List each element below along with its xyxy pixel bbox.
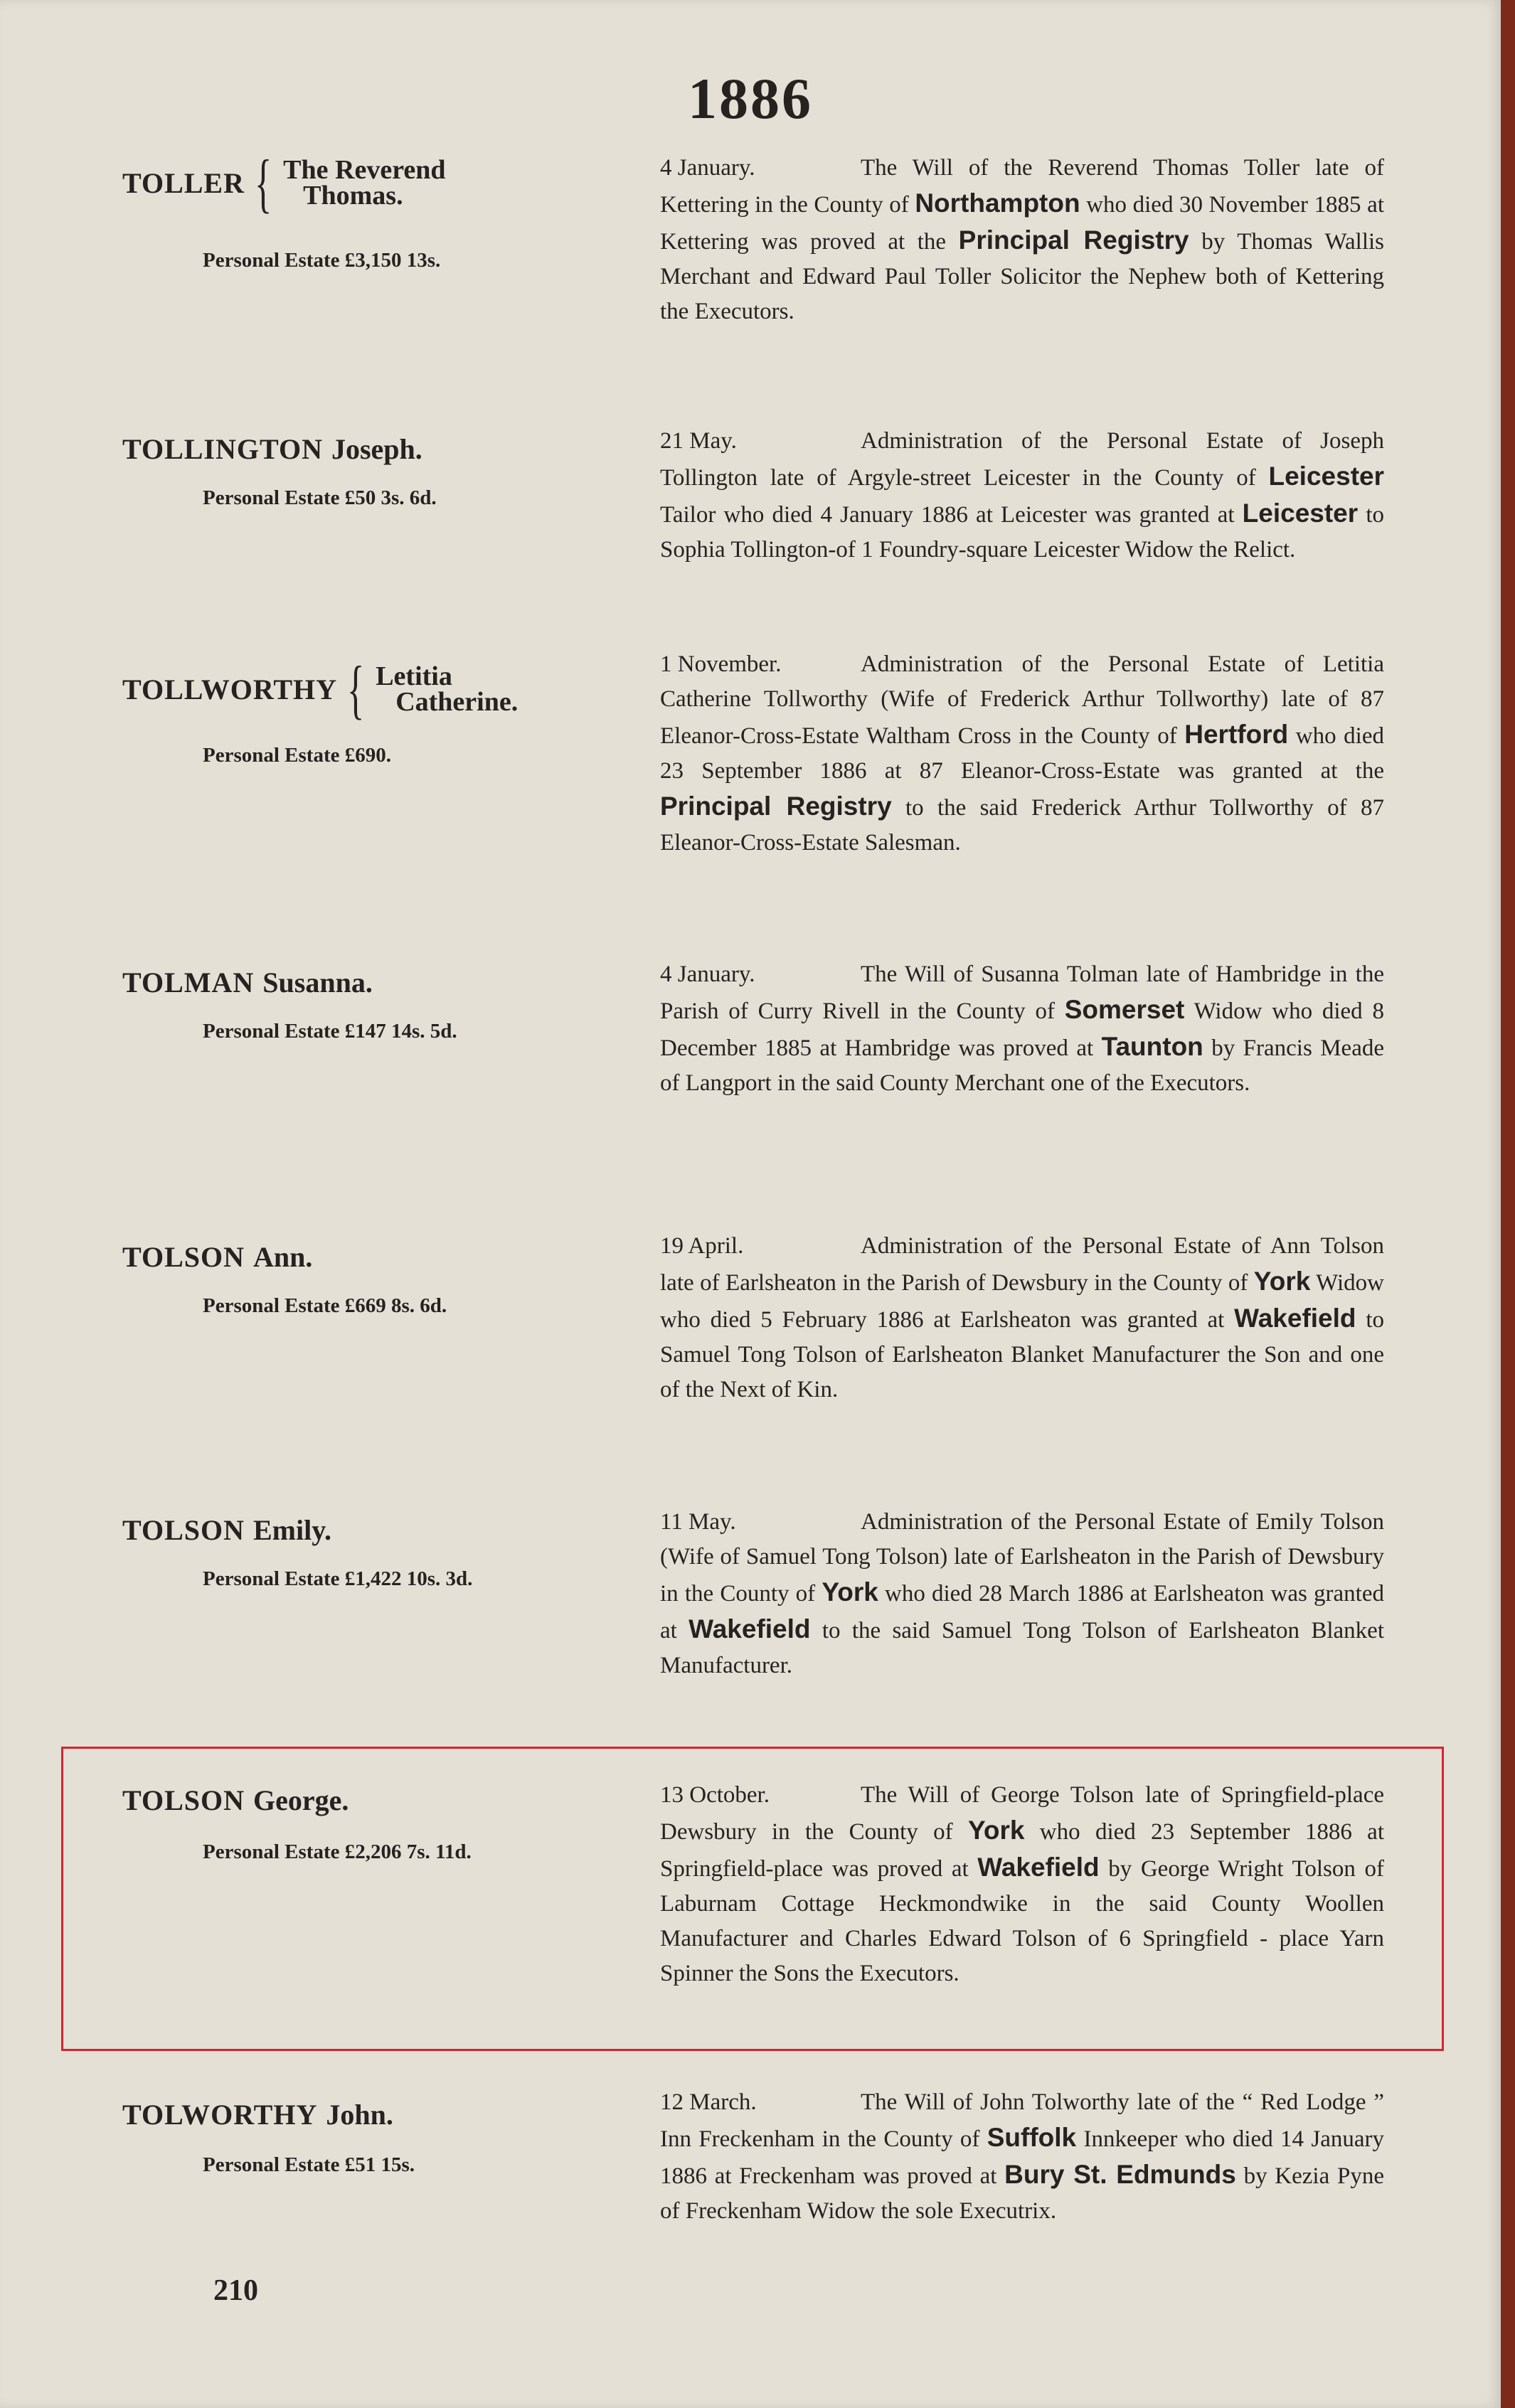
brace-glyph: {	[254, 146, 272, 219]
entry-estate: Personal Estate £51 15s.	[203, 2153, 415, 2176]
county-name: Hertford	[1184, 720, 1289, 749]
entry-surname: TOLSON	[122, 1513, 245, 1546]
registry-name: Principal Registry	[660, 792, 892, 821]
entry-given: Susanna.	[262, 966, 373, 998]
registry-name: Wakefield	[689, 1614, 811, 1643]
entry-estate: Personal Estate £2,206 7s. 11d.	[203, 1840, 472, 1863]
entry-given: Emily.	[253, 1513, 332, 1546]
entry-name	[122, 957, 373, 1007]
entry-name	[122, 1775, 349, 1825]
entry-surname: TOLMAN	[122, 966, 255, 998]
entry-date: 1 November.	[660, 651, 782, 677]
entry-body: 19 April. Administration of the Personal Estate of Ann Tolson late of Earlsheaton in the Parish of Dewsbury in the County of York Widow who died 5 February 1886 at Earlsheaton was granted at Wakefield to Samuel Tong Tolson of Earlsheaton Blanket Manufacturer the Son and one of the Next of Kin.	[660, 1229, 1384, 1407]
county-name: Suffolk	[987, 2123, 1077, 2152]
entry-date: 11 May.	[660, 1509, 736, 1535]
registry-name: Leicester	[1242, 499, 1359, 528]
entry-given: Joseph.	[331, 432, 422, 465]
entry-body: 21 May. Administration of the Personal Estate of Joseph Tollington late of Argyle-street Leicester in the County of Leicester Tailor who died 4 January 1886 at Leicester was granted at Leicester to Sophia Tollington-of 1 Foundry-square Leicester Widow the Relict.	[660, 424, 1384, 568]
entry-given-line1: Letitia	[376, 661, 452, 691]
entry-name	[122, 424, 422, 474]
county-name: York	[967, 1816, 1025, 1845]
county-name: Leicester	[1268, 462, 1384, 491]
entry-date: 21 May.	[660, 428, 737, 454]
entry-surname: TOLLWORTHY	[122, 673, 338, 705]
registry-name: Taunton	[1101, 1032, 1203, 1061]
entry-given-line2: Thomas.	[303, 181, 403, 211]
entry-estate: Personal Estate £1,422 10s. 3d.	[203, 1567, 473, 1590]
entry-body: 1 November. Administration of the Personal Estate of Letitia Catherine Tollworthy (Wife of Frederick Arthur Tollworthy) late of 87 Eleanor-Cross-Estate Waltham Cross in the County of Hertford who died 23 September 1886 at 87 Eleanor-Cross-Estate was granted at the Principal Registry to the said Frederick Arthur Tollworthy of 87 Eleanor-Cross-Estate Salesman.	[660, 647, 1384, 861]
entry-date: 13 October.	[660, 1782, 770, 1808]
entry-surname: TOLLINGTON	[122, 432, 323, 465]
entry-surname: TOLSON	[122, 1240, 245, 1273]
entry-date: 4 January.	[660, 961, 755, 987]
entry-estate: Personal Estate £3,150 13s.	[203, 249, 441, 272]
entry-given-line1: The Reverend	[283, 155, 446, 185]
entry-given: George.	[253, 1784, 349, 1816]
entry-estate: Personal Estate £50 3s. 6d.	[203, 486, 437, 509]
entry-name	[122, 2089, 393, 2139]
entry-date: 19 April.	[660, 1233, 744, 1259]
page-number: 210	[213, 2274, 258, 2307]
county-name: Northampton	[915, 188, 1080, 218]
county-name: Somerset	[1064, 995, 1185, 1024]
entry-surname: TOLWORTHY	[122, 2098, 318, 2131]
county-name: York	[822, 1577, 878, 1607]
entry-given: John.	[326, 2098, 393, 2131]
entry-name	[122, 653, 519, 725]
registry-name: Bury St. Edmunds	[1004, 2160, 1236, 2189]
entry-name	[122, 1232, 312, 1282]
entry-body: 4 January. The Will of Susanna Tolman late of Hambridge in the Parish of Curry Rivell in the County of Somerset Widow who died 8 December 1885 at Hambridge was proved at Taunton by Francis Meade of Langport in the said County Merchant one of the Executors.	[660, 957, 1384, 1101]
entry-body: 13 October. The Will of George Tolson late of Springfield-place Dewsbury in the County of York who died 23 September 1886 at Springfield-place was proved at Wakefield by George Wright Tolson of Laburnam Cottage Heckmondwike in the said County Woollen Manufacturer and Charles Edward Tolson of 6 Springfield - place Yarn Spinner the Sons the Executors.	[660, 1778, 1384, 1991]
county-name: York	[1253, 1267, 1311, 1296]
entry-estate: Personal Estate £690.	[203, 744, 391, 767]
entry-surname: TOLSON	[122, 1784, 245, 1816]
entry-given: Ann.	[253, 1240, 313, 1273]
entry-date: 4 January.	[660, 155, 755, 181]
entry-estate: Personal Estate £147 14s. 5d.	[203, 1020, 457, 1043]
entry-date: 12 March.	[660, 2089, 757, 2115]
entry-estate: Personal Estate £669 8s. 6d.	[203, 1294, 447, 1317]
registry-name: Wakefield	[1234, 1304, 1356, 1333]
registry-name: Principal Registry	[958, 225, 1189, 255]
entry-body: 11 May. Administration of the Personal Estate of Emily Tolson (Wife of Samuel Tong Tolson) late of Earlsheaton in the Parish of Dewsbury in the County of York who died 28 March 1886 at Earlsheaton was granted at Wakefield to the said Samuel Tong Tolson of Earlsheaton Blanket Manufacturer.	[660, 1505, 1384, 1683]
entry-body: 4 January. The Will of the Reverend Thomas Toller late of Kettering in the County of Northampton who died 30 November 1885 at Kettering was proved at the Principal Registry by Thomas Wallis Merchant and Edward Paul Toller Solicitor the Nephew both of Kettering the Executors.	[660, 151, 1384, 329]
entry-body: 12 March. The Will of John Tolworthy late of the “ Red Lodge ” Inn Freckenham in the County of Suffolk Innkeeper who died 14 January 1886 at Freckenham was proved at Bury St. Edmunds by Kezia Pyne of Freckenham Widow the sole Executrix.	[660, 2085, 1384, 2229]
brace-glyph: {	[346, 653, 365, 725]
entry-name	[122, 146, 446, 219]
entry-name	[122, 1505, 331, 1555]
entry-given-line2: Catherine.	[395, 687, 519, 717]
entry-surname: TOLLER	[122, 166, 245, 199]
registry-name: Wakefield	[977, 1853, 1100, 1882]
page-year-heading: 1886	[688, 66, 813, 131]
